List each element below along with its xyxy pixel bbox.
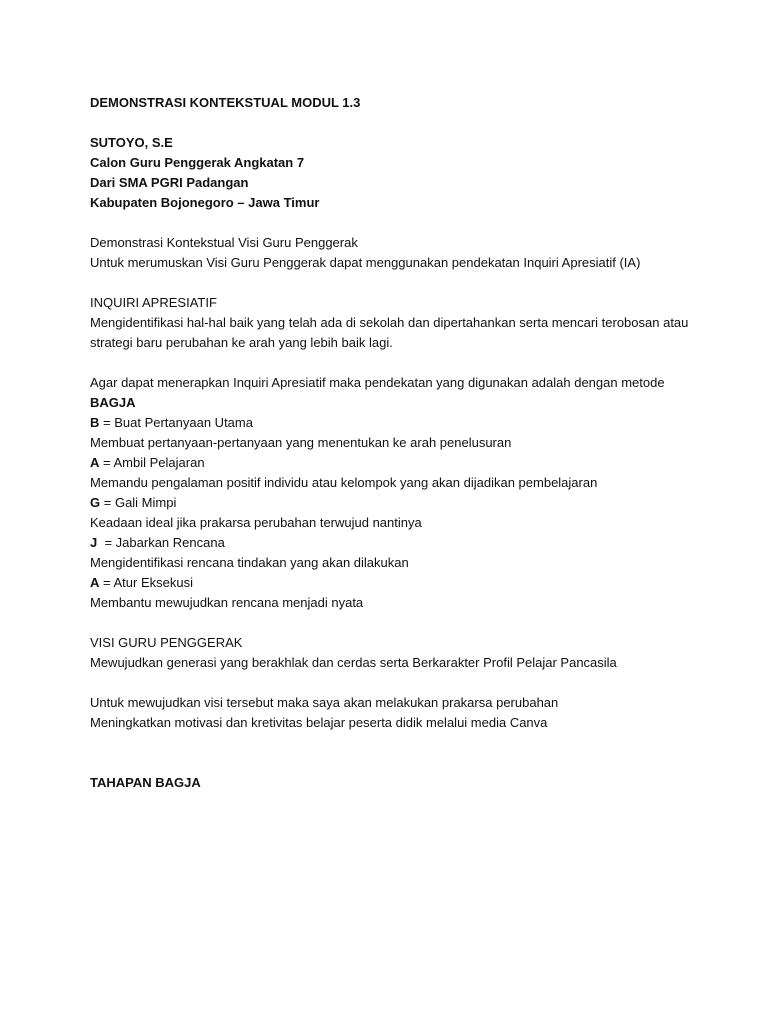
bagja-step-letter: G <box>90 495 101 510</box>
intro-heading: Demonstrasi Kontekstual Visi Guru Penggerak <box>90 235 358 250</box>
author-role: Calon Guru Penggerak Angkatan 7 <box>90 155 305 170</box>
author-block <box>90 133 690 213</box>
bagja-step-desc: Membantu mewujudkan rencana menjadi nyata <box>90 595 364 610</box>
inquiri-heading: INQUIRI APRESIATIF <box>90 295 217 310</box>
spacer <box>90 613 690 633</box>
bagja-step-sep: = <box>99 575 114 590</box>
bagja-label: BAGJA <box>90 395 136 410</box>
bagja-step-letter: A <box>90 575 100 590</box>
document-page <box>90 93 690 793</box>
inquiri-text-line2: strategi baru perubahan ke arah yang lebih baik lagi. <box>90 335 393 350</box>
spacer <box>90 213 690 233</box>
bagja-step-letter: A <box>90 455 100 470</box>
bagja-step-name: Gali Mimpi <box>114 495 177 510</box>
author-name: SUTOYO, S.E <box>90 135 173 150</box>
spacer <box>90 113 690 133</box>
bagja-step-title <box>90 413 690 433</box>
document-title: DEMONSTRASI KONTEKSTUAL MODUL 1.3 <box>90 95 361 110</box>
bagja-step-sep: = <box>99 455 114 470</box>
bagja-step-title <box>90 533 690 553</box>
bagja-step-desc: Membuat pertanyaan-pertanyaan yang menentukan ke arah penelusuran <box>90 435 512 450</box>
bagja-step <box>90 413 690 453</box>
bagja-step <box>90 493 690 533</box>
bagja-step-sep: = <box>100 495 115 510</box>
bagja-step <box>90 453 690 493</box>
bagja-lead: Agar dapat menerapkan Inquiri Apresiatif maka pendekatan yang digunakan adalah dengan metode <box>90 375 665 390</box>
bagja-step <box>90 533 690 573</box>
prakarsa-section <box>90 693 690 733</box>
tahapan-heading: TAHAPAN BAGJA <box>90 775 201 790</box>
intro-section <box>90 233 690 273</box>
bagja-step-name: Ambil Pelajaran <box>113 455 205 470</box>
spacer <box>90 353 690 373</box>
bagja-step-sep: = <box>97 535 116 550</box>
spacer <box>90 673 690 693</box>
author-region: Kabupaten Bojonegoro – Jawa Timur <box>90 195 320 210</box>
bagja-step-name: Jabarkan Rencana <box>115 535 225 550</box>
prakarsa-line1: Untuk mewujudkan visi tersebut maka saya akan melakukan prakarsa perubahan <box>90 695 559 710</box>
bagja-step-title <box>90 453 690 473</box>
inquiri-text-line1: Mengidentifikasi hal-hal baik yang telah ada di sekolah dan dipertahankan serta mencari terobosan atau <box>90 315 689 330</box>
inquiri-section <box>90 293 690 353</box>
spacer <box>90 733 690 773</box>
bagja-step-letter: B <box>90 415 100 430</box>
bagja-step-desc: Mengidentifikasi rencana tindakan yang akan dilakukan <box>90 555 409 570</box>
visi-text: Mewujudkan generasi yang berakhlak dan cerdas serta Berkarakter Profil Pelajar Pancasila <box>90 655 617 670</box>
bagja-section <box>90 373 690 613</box>
bagja-step-desc: Keadaan ideal jika prakarsa perubahan terwujud nantinya <box>90 515 422 530</box>
bagja-step-name: Buat Pertanyaan Utama <box>114 415 253 430</box>
bagja-step-desc: Memandu pengalaman positif individu atau kelompok yang akan dijadikan pembelajaran <box>90 475 598 490</box>
bagja-step-name: Atur Eksekusi <box>113 575 193 590</box>
visi-section <box>90 633 690 673</box>
bagja-step-title <box>90 493 690 513</box>
bagja-step-letter: J <box>90 535 98 550</box>
bagja-step <box>90 573 690 613</box>
spacer <box>90 273 690 293</box>
author-school: Dari SMA PGRI Padangan <box>90 175 249 190</box>
bagja-step-title <box>90 573 690 593</box>
intro-text: Untuk merumuskan Visi Guru Penggerak dapat menggunakan pendekatan Inquiri Apresiatif (IA) <box>90 255 641 270</box>
prakarsa-line2: Meningkatkan motivasi dan kretivitas belajar peserta didik melalui media Canva <box>90 715 548 730</box>
visi-heading: VISI GURU PENGGERAK <box>90 635 243 650</box>
bagja-step-sep: = <box>99 415 115 430</box>
